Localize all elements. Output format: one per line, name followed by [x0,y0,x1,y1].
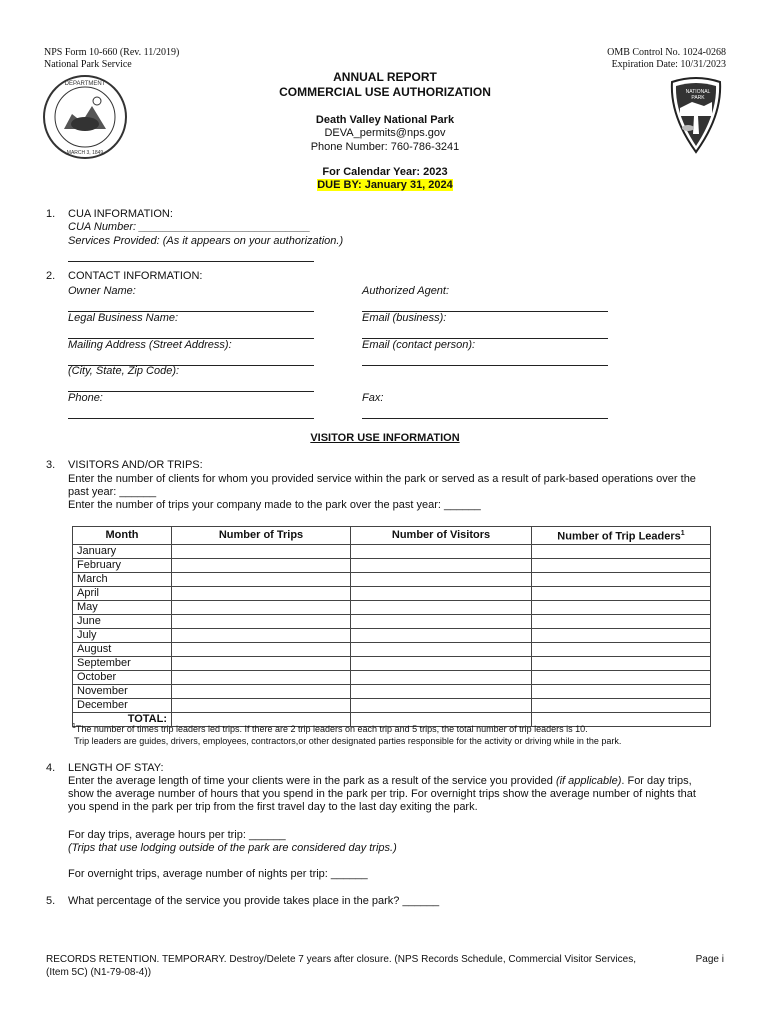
records-retention-line-1: RECORDS RETENTION. TEMPORARY. Destroy/Delete 7 years after closure. (NPS Records Schedule, Commercial Visitor Services, [46,954,636,965]
month-cell: August [73,642,172,656]
trips-cell[interactable] [172,600,351,614]
table-row [73,572,711,586]
visitors-cell[interactable] [351,586,532,600]
leaders-cell[interactable] [532,656,711,670]
trips-field[interactable]: Enter the number of trips your company made to the park over the past year: ______ [68,499,481,511]
table-row [73,670,711,684]
month-cell: April [73,586,172,600]
clients-field[interactable]: past year: ______ [68,486,157,498]
section-5-number: 5. [46,895,56,907]
due-date [0,179,770,191]
table-row [73,642,711,656]
leaders-cell[interactable] [532,642,711,656]
section-4-heading: LENGTH OF STAY: [68,762,164,774]
length-instruction-3: you spend in the park per trip from the first travel day to the last day exiting the park. [68,801,478,813]
footnote-line-1 [72,723,588,734]
park-email: DEVA_permits@nps.gov [324,127,446,139]
visitors-cell[interactable] [351,614,532,628]
omb-control: OMB Control No. 1024-0268 [607,47,726,58]
form-number: NPS Form 10-660 (Rev. 11/2019) [44,47,180,58]
day-trips-note: (Trips that use lodging outside of the park are considered day trips.) [68,842,397,854]
visitor-use-heading: VISITOR USE INFORMATION [310,432,460,444]
title-cua: COMMERCIAL USE AUTHORIZATION [279,85,491,99]
footnote-number: 1 [72,723,76,730]
overnight-field[interactable]: For overnight trips, average number of nights per trip: ______ [68,868,368,880]
svg-text:NATIONAL: NATIONAL [685,89,711,95]
city-state-zip-label: (City, State, Zip Code): [68,365,180,377]
fax-field[interactable] [362,417,608,419]
day-trips-field[interactable]: For day trips, average hours per trip: ______ [68,829,286,841]
table-row [73,586,711,600]
expiration-date: Expiration Date: 10/31/2023 [611,59,726,70]
trips-cell[interactable] [172,614,351,628]
total-label: TOTAL: [73,712,172,726]
leaders-cell[interactable] [532,684,711,698]
length-text-c: . For day trips, [621,775,692,787]
trips-cell[interactable] [172,558,351,572]
footnote-text-1: The number of times trip leaders led trips. If there are 2 trip leaders on each trip and 5 trips, the total number of trip leaders is 10. [75,724,588,734]
col-trips: Number of Trips [172,527,351,545]
table-row [73,600,711,614]
length-instruction-2: show the average number of hours that you spend in the park per trip. For overnight trips show the average number of nights that [68,788,696,800]
svg-text:PARK: PARK [691,95,705,101]
visitors-cell[interactable] [351,544,532,558]
calendar-year: For Calendar Year: 2023 [322,166,448,178]
trips-cell[interactable] [172,642,351,656]
trips-cell[interactable] [172,628,351,642]
col-trip-leaders-label: Number of Trip Leaders [557,530,681,543]
table-row [73,698,711,712]
table-header-row [73,527,711,545]
col-trip-leaders [532,527,711,545]
month-cell: March [73,572,172,586]
percentage-field[interactable]: What percentage of the service you provide takes place in the park? ______ [68,895,440,907]
month-cell: December [73,698,172,712]
email-contact-field[interactable] [362,364,608,366]
month-cell: June [73,614,172,628]
leaders-cell[interactable] [532,544,711,558]
month-cell: November [73,684,172,698]
section-2-number: 2. [46,270,56,282]
length-text-a: Enter the average length of time your clients were in the park as a result of the service you provided [68,775,556,787]
section-1-heading: CUA INFORMATION: [68,208,173,220]
due-date-text: DUE BY: January 31, 2024 [317,179,453,191]
table-row [73,558,711,572]
month-cell: May [73,600,172,614]
records-retention-line-2: (Item 5C) (N1-79-08-4)) [46,967,152,978]
leaders-cell[interactable] [532,600,711,614]
length-instruction-1 [68,775,692,787]
leaders-cell[interactable] [532,614,711,628]
svg-text:DEPARTMENT: DEPARTMENT [64,81,106,87]
trips-cell[interactable] [172,572,351,586]
month-cell: September [73,656,172,670]
authorized-agent-label: Authorized Agent: [362,285,450,297]
phone-field[interactable] [68,417,314,419]
trips-cell[interactable] [172,656,351,670]
leaders-cell[interactable] [532,572,711,586]
month-cell: January [73,544,172,558]
section-4-number: 4. [46,762,56,774]
legal-name-label: Legal Business Name: [68,312,179,324]
visitors-cell[interactable] [351,642,532,656]
email-contact-label: Email (contact person): [362,339,476,351]
cua-number-field[interactable]: CUA Number: ____________________________ [68,221,311,233]
leaders-cell[interactable] [532,586,711,600]
month-cell: July [73,628,172,642]
clients-instruction: Enter the number of clients for whom you provided service within the park or served as a result of park-based operations over the [68,473,696,485]
owner-name-label: Owner Name: [68,285,136,297]
phone-label: Phone: [68,392,103,404]
park-phone: Phone Number: 760-786-3241 [310,141,460,153]
svg-text:MARCH 3, 1849: MARCH 3, 1849 [66,150,104,156]
month-cell: February [73,558,172,572]
trips-cell[interactable] [172,544,351,558]
title-annual-report: ANNUAL REPORT [333,70,437,84]
length-text-b: (if applicable) [555,775,622,787]
trips-cell[interactable] [172,670,351,684]
visitors-cell[interactable] [351,558,532,572]
visitors-cell[interactable] [351,656,532,670]
table-row [73,656,711,670]
fax-label: Fax: [362,392,384,404]
visitors-cell[interactable] [351,628,532,642]
table-row [73,684,711,698]
table-row [73,628,711,642]
leaders-cell[interactable] [532,698,711,712]
visitors-cell[interactable] [351,600,532,614]
col-visitors: Number of Visitors [351,527,532,545]
section-1-number: 1. [46,208,56,220]
email-business-label: Email (business): [362,312,447,324]
section-3-number: 3. [46,459,56,471]
footnote-line-2: Trip leaders are guides, drivers, employees, contractors,or other designated parties responsible for the activity or driving while in the park. [74,736,622,746]
visitors-cell[interactable] [351,684,532,698]
page-number: Page i [695,954,724,965]
leaders-cell[interactable] [532,558,711,572]
agency-name: National Park Service [44,59,132,70]
leaders-cell[interactable] [532,628,711,642]
table-row [73,614,711,628]
section-2-heading: CONTACT INFORMATION: [68,270,203,282]
trips-cell[interactable] [172,586,351,600]
footnote-mark: 1 [680,530,685,537]
services-provided-label: Services Provided: (As it appears on your authorization.) [68,235,344,247]
city-state-zip-field[interactable] [68,390,314,392]
table-row [73,544,711,558]
visitors-cell[interactable] [351,698,532,712]
col-month: Month [73,527,172,545]
leaders-cell[interactable] [532,670,711,684]
month-cell: October [73,670,172,684]
mailing-address-label: Mailing Address (Street Address): [68,339,232,351]
visitors-cell[interactable] [351,572,532,586]
section-3-heading: VISITORS AND/OR TRIPS: [68,459,203,471]
visitors-cell[interactable] [351,670,532,684]
park-name: Death Valley National Park [315,114,455,126]
monthly-table [72,526,711,727]
services-provided-field[interactable] [68,260,314,262]
trips-cell[interactable] [172,698,351,712]
trips-cell[interactable] [172,684,351,698]
